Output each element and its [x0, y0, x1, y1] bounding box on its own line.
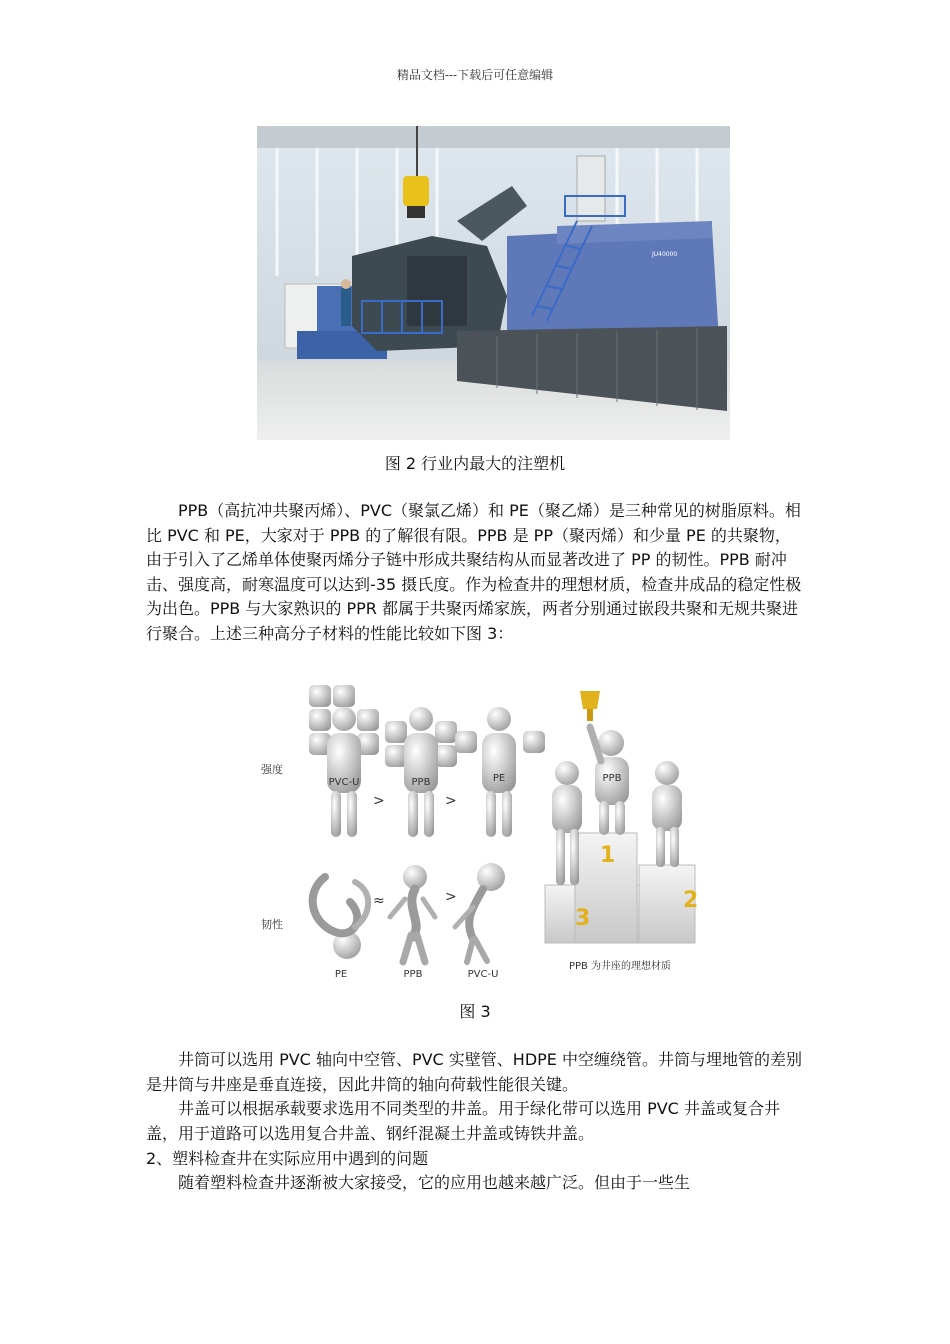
strength-figure-pvcu [309, 685, 379, 837]
toughness-row-label: 韧性 [261, 918, 283, 931]
paragraph-4-text: 随着塑料检查井逐渐被大家接受，它的应用也越来越广泛。但由于一些生 [178, 1173, 691, 1192]
podium-illustration [545, 691, 698, 972]
machine-label: JU40000 [652, 251, 678, 258]
figure3-caption: 图 3 [459, 1002, 491, 1021]
paragraph-4 [146, 1171, 806, 1196]
paragraph-2-text: 井筒可以选用 PVC 轴向中空管、PVC 实壁管、HDPE 中空缠绕管。井筒与埋地管的差别是井筒与井座是垂直连接，因此井筒的轴向荷载性能很关键。 [146, 1050, 802, 1094]
strength-figure-ppb [385, 707, 457, 837]
toughness-label-3: PVC-U [467, 969, 499, 980]
podium-number-1: 1 [600, 843, 616, 868]
podium-number-3: 3 [575, 906, 591, 931]
toughness-label-2: PPB [403, 969, 423, 980]
paragraph-1 [146, 499, 806, 646]
toughness-figure-pvcu [455, 863, 505, 980]
paragraph-3-text: 井盖可以根据承载要求选用不同类型的井盖。用于绿化带可以选用 PVC 井盖或复合井盖，用于道路可以选用复合井盖、钢纤混凝土井盖或铸铁井盖。 [146, 1099, 780, 1143]
injection-machine-photo [257, 126, 730, 440]
page-header: 精品文档---下载后可任意编辑 [396, 68, 554, 82]
podium-number-2: 2 [683, 888, 699, 913]
strength-label-3: PE [492, 773, 506, 784]
figure2-caption: 图 2 行业内最大的注塑机 [384, 454, 566, 473]
section-heading-2: 2、塑料检查井在实际应用中遇到的问题 [146, 1149, 429, 1168]
strength-label-1: PVC-U [328, 777, 360, 788]
paragraph-3 [146, 1097, 806, 1146]
paragraph-1-text: PPB（高抗冲共聚丙烯）、PVC（聚氯乙烯）和 PE（聚乙烯）是三种常见的树脂原料。相比 PVC 和 PE，大家对于 PPB 的了解很有限。PPB 是 PP（聚丙烯）和少量 PE 的共聚物，由于引入了乙烯单体使聚丙烯分子链中形成共聚结构从而显著改进了 PP 的韧性。PPB 耐冲击、强度高，耐寒温度可以达到-35 摄氏度。作为检查井的理想材质，检查井成品的稳定性极为出色。PPB 与大家熟识的 PPR 都属于共聚丙烯家族，两者分别通过嵌段共聚和无规共聚进行聚合。上述三种高分子材料的性能比较如下图 3： [146, 501, 802, 643]
toughness-label-1: PE [334, 969, 348, 980]
paragraph-2 [146, 1048, 806, 1097]
toughness-op-1: ≈ [373, 893, 385, 909]
material-comparison-figure [255, 677, 735, 983]
strength-figure-pe [455, 707, 545, 837]
strength-row-label: 强度 [261, 763, 283, 776]
podium-winner-label: PPB [602, 773, 622, 784]
strength-label-2: PPB [411, 777, 431, 788]
strength-op-2: > [445, 793, 457, 809]
toughness-figure-pe [313, 877, 369, 980]
podium-caption: PPB 为井座的理想材质 [568, 961, 672, 972]
toughness-op-2: > [445, 889, 457, 905]
toughness-figure-ppb [390, 865, 435, 980]
strength-op-1: > [373, 793, 385, 809]
